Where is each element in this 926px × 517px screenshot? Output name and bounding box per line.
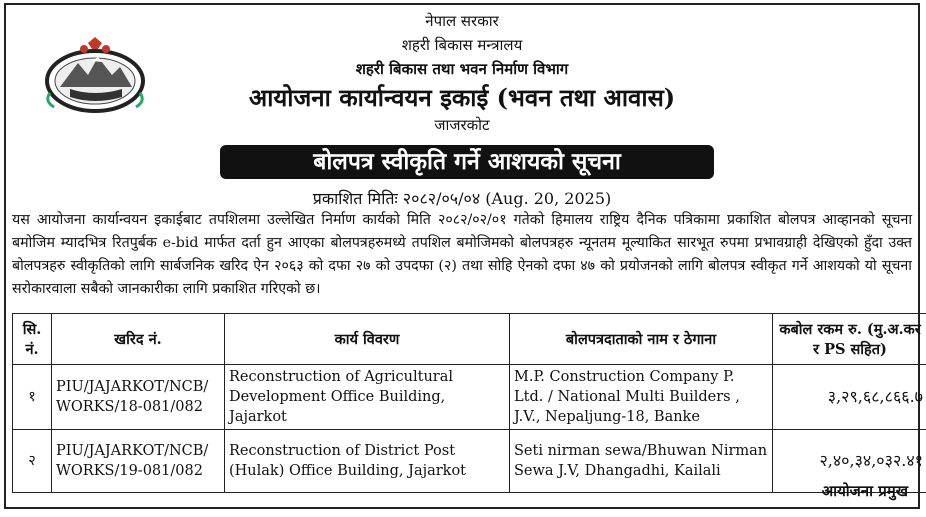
table-row bbox=[13, 365, 926, 430]
header-bid-amount: कबोल रकम रु. (मु.अ.कर र PS सहित) bbox=[773, 314, 926, 365]
government-name: नेपाल सरकार bbox=[6, 11, 918, 31]
table-header-row bbox=[13, 314, 926, 365]
row-bidder: M.P. Construction Company P. Ltd. / National Multi Builders , J.V., Nepaljung-18, Banke bbox=[510, 365, 773, 430]
row-bid-amount: ३,२९,६८,८६६.७ bbox=[773, 365, 926, 430]
row-procurement-no: PIU/JAJARKOT/NCB/ WORKS/19-081/082 bbox=[52, 430, 225, 493]
tender-table bbox=[12, 313, 926, 493]
row-bid-amount: २,४०,३४,०३२.४१ bbox=[773, 430, 926, 493]
row-bidder: Seti nirman sewa/Bhuwan Nirman Sewa J.V, Dhangadhi, Kailali bbox=[510, 430, 773, 493]
row-work-description: Reconstruction of District Post (Hulak) Office Building, Jajarkot bbox=[225, 430, 510, 493]
notice-page bbox=[4, 3, 920, 509]
header-sn: सि. नं. bbox=[13, 314, 52, 365]
department-name: शहरी बिकास तथा भवन निर्माण विभाग bbox=[6, 59, 918, 79]
ministry-name: शहरी बिकास मन्त्रालय bbox=[6, 35, 918, 55]
row-sn: १ bbox=[13, 365, 52, 430]
notice-title: बोलपत्र स्वीकृति गर्ने आशयको सूचना bbox=[220, 145, 714, 179]
office-name: आयोजना कार्यान्वयन इकाई (भवन तथा आवास) bbox=[6, 81, 918, 114]
office-location: जाजरकोट bbox=[6, 115, 918, 135]
notice-body: यस आयोजना कार्यान्वयन इकाईबाट तपशिलमा उल्लेखित निर्माण कार्यको मिति २०८२/०२/०१ गतेको हिमालय राष्ट्रिय दैनिक पत्रिकामा प्रकाशित बोलपत्र आव्हानको सूचना बमोजिम म्यादभित्र रितपुर्बक e-bid मार्फत दर्ता हुन आएका बोलपत्रहरुमध्ये तपशिल बमोजिमको बोलपत्रहरु न्यूनतम मूल्याकित सारभूत रुपमा प्रभावग्राही देखिएको हुँदा उक्त बोलपत्रहरु स्वीकृतिको लागि सार्बजनिक खरिद ऐन २०६३ को दफा २७ को उपदफा (२) तथा सोहि ऐनको दफा ४७ को प्रयोजनको लागि बोलपत्र स्वीकृत गर्ने आशयको यो सूचना सरोकारवाला सबैको जानकारीका लागि प्रकाशित गरिएको छ। bbox=[12, 209, 912, 301]
row-work-description: Reconstruction of Agricultural Development Office Building, Jajarkot bbox=[225, 365, 510, 430]
header-work-description: कार्य विवरण bbox=[225, 314, 510, 365]
header-procurement-no: खरिद नं. bbox=[52, 314, 225, 365]
row-sn: २ bbox=[13, 430, 52, 493]
header-bidder: बोलपत्रदाताको नाम र ठेगाना bbox=[510, 314, 773, 365]
published-date: प्रकाशित मितिः २०८२/०५/०४ (Aug. 20, 2025) bbox=[6, 187, 918, 209]
signature-title: आयोजना प्रमुख bbox=[822, 481, 908, 501]
row-procurement-no: PIU/JAJARKOT/NCB/ WORKS/18-081/082 bbox=[52, 365, 225, 430]
table-row bbox=[13, 430, 926, 493]
